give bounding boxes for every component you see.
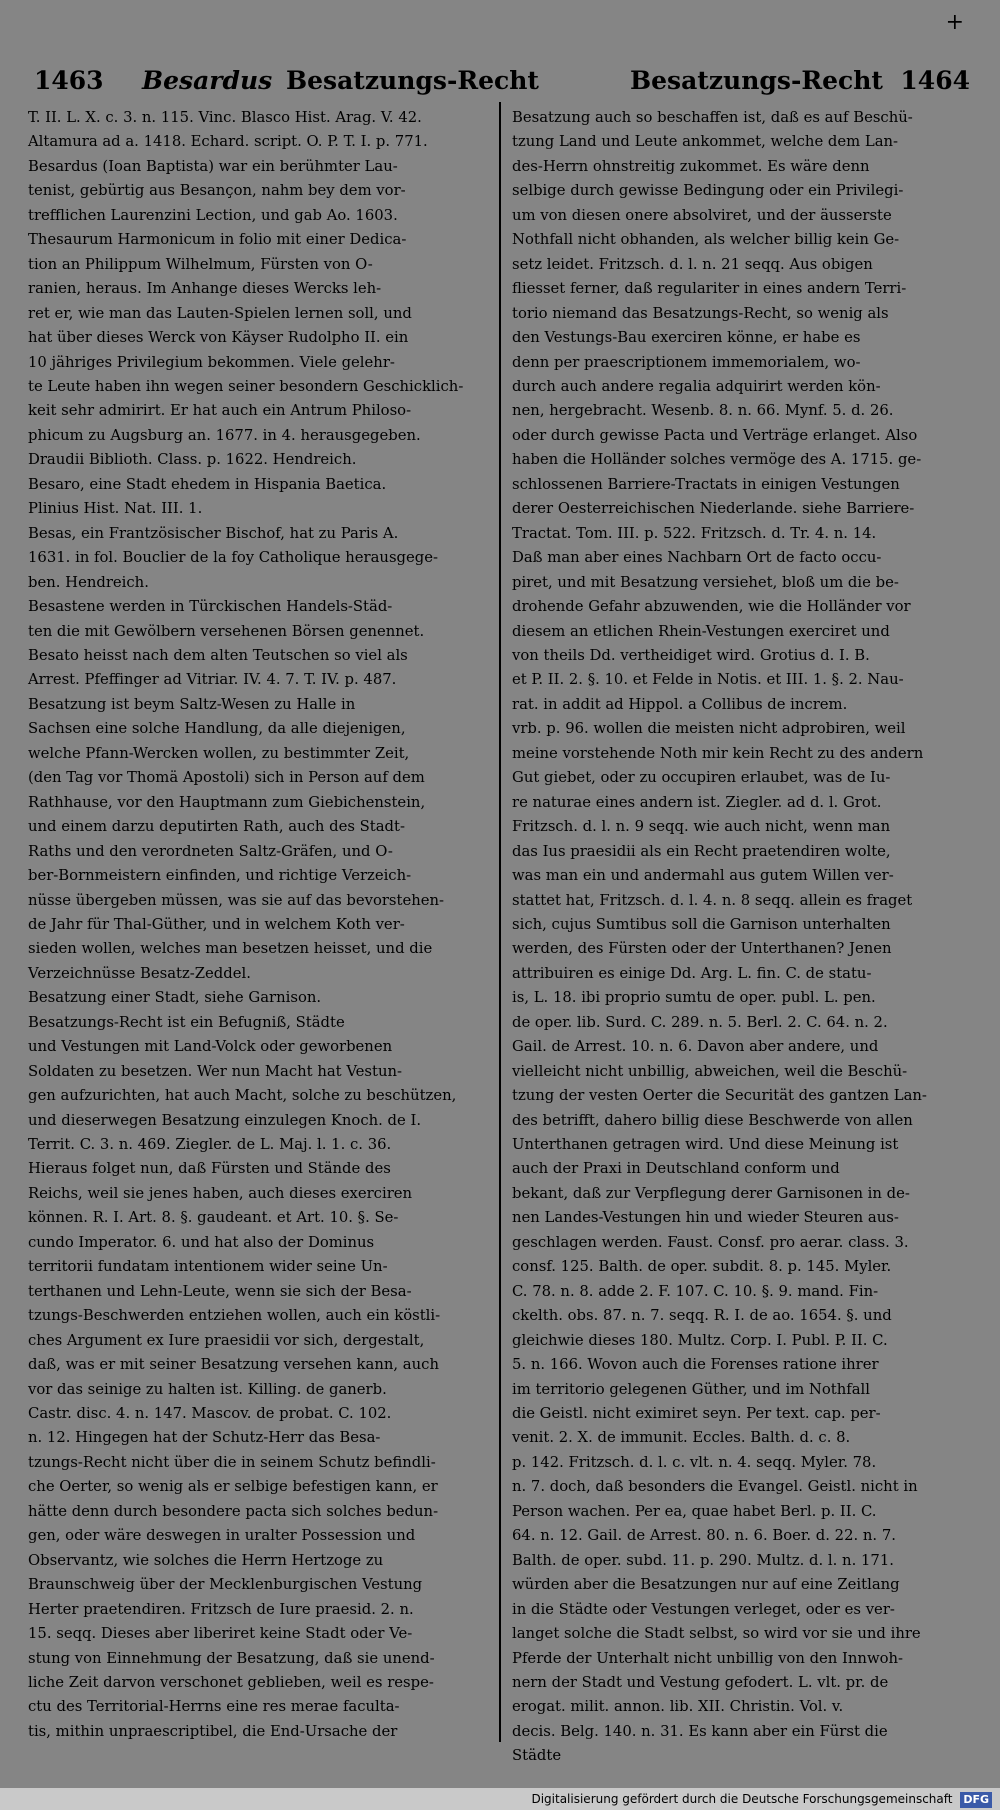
dfg-logo: DFG	[960, 1792, 992, 1808]
left-column-line: und dieserwegen Besatzung einzulegen Knoch. de I.	[28, 1111, 422, 1129]
left-column-line: hat über dieses Werck von Käyser Rudolpho II. ein	[28, 329, 409, 347]
right-column-line: tzung der vesten Oerter die Securität des gantzen Lan-	[512, 1087, 927, 1105]
left-column-line: und einem darzu deputirten Rath, auch des Stadt-	[28, 818, 405, 836]
left-column-line: territorii fundatam intentionem wider seine Un-	[28, 1258, 388, 1276]
right-column-line: selbige durch gewisse Bedingung oder ein Privilegi-	[512, 182, 904, 200]
left-column-line: te Leute haben ihn wegen seiner besondern Geschicklich-	[28, 377, 464, 395]
right-text-column	[512, 106, 972, 1765]
right-column-line: piret, und mit Besatzung versiehet, bloß um die be-	[512, 573, 899, 591]
column-divider	[499, 102, 501, 1742]
right-column-line: et P. II. 2. §. 10. et Felde in Notis. et III. 1. §. 2. Nau-	[512, 671, 904, 689]
right-column-line: um von diesen onere absolviret, und der äusserste	[512, 206, 892, 224]
right-column-line: torio niemand das Besatzungs-Recht, so wenig als	[512, 304, 889, 322]
right-column-line: vielleicht nicht unbillig, abweichen, weil die Beschü-	[512, 1062, 908, 1080]
right-column-line: derer Oesterreichischen Niederlande. siehe Barriere-	[512, 500, 915, 518]
right-column-line: p. 142. Fritzsch. d. l. c. vlt. n. 4. seqq. Myler. 78.	[512, 1453, 877, 1471]
right-column-line: consf. 125. Balth. de oper. subdit. 8. p. 145. Myler.	[512, 1258, 892, 1276]
left-column-line: de Jahr für Thal-Güther, und in welchem Koth ver-	[28, 915, 405, 933]
left-column-line: Besatzungs-Recht ist ein Befugniß, Städte	[28, 1013, 345, 1031]
right-column-line: meine vorstehende Noth mir kein Recht zu des andern	[512, 744, 924, 762]
left-column-line: Raths und den verordneten Saltz-Gräfen, und O-	[28, 842, 393, 860]
right-column-line: des-Herrn ohnstreitig zukommet. Es wäre denn	[512, 157, 870, 175]
left-column-line: ber-Bornmeistern einfinden, und richtige Verzeich-	[28, 867, 412, 885]
left-column-line: Territ. C. 3. n. 469. Ziegler. de L. Maj. l. 1. c. 36.	[28, 1136, 392, 1154]
right-column-line: erogat. milit. annon. lib. XII. Christin. Vol. v.	[512, 1698, 844, 1716]
right-page-number: 1464	[900, 66, 970, 95]
footer-credit: Digitalisierung gefördert durch die Deutsche Forschungsgemeinschaft	[531, 1792, 953, 1806]
right-column-line: 64. n. 12. Gail. de Arrest. 80. n. 6. Boer. d. 22. n. 7.	[512, 1527, 896, 1545]
left-column-line: Besardus (Ioan Baptista) war ein berühmter Lau-	[28, 157, 398, 175]
left-column-line: Arrest. Pfeffinger ad Vitriar. IV. 4. 7. T. IV. p. 487.	[28, 671, 397, 689]
left-column-line: Soldaten zu besetzen. Wer nun Macht hat Vestun-	[28, 1062, 403, 1080]
right-column-line: Besatzung auch so beschaffen ist, daß es auf Beschü-	[512, 109, 913, 126]
right-column-line: gleichwie dieses 180. Multz. Corp. I. Publ. P. II. C.	[512, 1331, 888, 1349]
left-page-number: 1463	[34, 66, 104, 95]
right-column-line: setz leidet. Fritzsch. d. l. n. 21 seqq. Aus obigen	[512, 255, 873, 273]
left-column-line: ten die mit Gewölbern versehenen Börsen genennet.	[28, 622, 425, 640]
right-column-line: n. 7. doch, daß besonders die Evangel. Geistl. nicht in	[512, 1478, 918, 1496]
left-column-line: che Oerter, so wenig als er selbige befestigen kann, er	[28, 1478, 438, 1496]
right-column-line: sich, cujus Sumtibus soll die Garnison unterhalten	[512, 915, 891, 933]
right-column-line: Tractat. Tom. III. p. 522. Fritzsch. d. Tr. 4. n. 14.	[512, 524, 877, 542]
left-column-line: Hieraus folget nun, daß Fürsten und Stände des	[28, 1160, 391, 1178]
left-column-line: stung von Einnehmung der Besatzung, daß sie unend-	[28, 1649, 435, 1667]
left-column-line: vor das seinige zu halten ist. Killing. de ganerb.	[28, 1380, 387, 1398]
left-column-line: und Vestungen mit Land-Volck oder geworbenen	[28, 1038, 393, 1056]
left-column-line: Verzeichnüsse Besatz-Zeddel.	[28, 964, 251, 982]
left-headword: Besardus	[142, 66, 273, 95]
right-column-line: ckelth. obs. 87. n. 7. seqq. R. I. de ao. 1654. §. und	[512, 1307, 892, 1325]
right-column-line: decis. Belg. 140. n. 31. Es kann aber ein Fürst die	[512, 1722, 888, 1740]
right-column-line: nen Landes-Vestungen hin und wieder Steuren aus-	[512, 1209, 899, 1227]
right-column-line: den Vestungs-Bau exerciren könne, er habe es	[512, 329, 861, 347]
left-column-line: Rathhause, vor den Hauptmann zum Giebichenstein,	[28, 793, 426, 811]
left-column-line: keit sehr admirirt. Er hat auch ein Antrum Philoso-	[28, 402, 412, 420]
right-column-line: fliesset ferner, daß regulariter in eines andern Terri-	[512, 280, 907, 298]
right-column-line: die Geistl. nicht eximiret seyn. Per text. cap. per-	[512, 1405, 881, 1423]
right-column-line: Gut giebet, oder zu occupiren erlaubet, was de Iu-	[512, 769, 891, 787]
right-column-line: tzung Land und Leute ankommet, welche dem Lan-	[512, 133, 899, 151]
right-column-line: oder durch gewisse Pacta und Verträge erlanget. Also	[512, 426, 918, 444]
right-column-line: venit. 2. X. de immunit. Eccles. Balth. d. c. 8.	[512, 1429, 851, 1447]
right-column-line: durch auch andere regalia adquirirt werden kön-	[512, 377, 881, 395]
running-header	[34, 66, 970, 100]
right-column-line: langet solche die Stadt selbst, so wird vor sie und ihre	[512, 1625, 921, 1643]
right-column-line: Fritzsch. d. l. n. 9 seqq. wie auch nicht, wenn man	[512, 818, 891, 836]
left-text-column	[28, 106, 486, 1740]
left-column-line: ret er, wie man das Lauten-Spielen lernen soll, und	[28, 304, 412, 322]
right-column-line: nen, hergebracht. Wesenb. 8. n. 66. Mynf. 5. d. 26.	[512, 402, 894, 420]
left-column-line: 1631. in fol. Bouclier de la foy Catholique herausgege-	[28, 549, 439, 567]
left-column-line: tis, mithin unpraescriptibel, die End-Ursache der	[28, 1722, 398, 1740]
left-column-line: sieden wollen, welches man besetzen heisset, und die	[28, 940, 433, 958]
left-column-line: ches Argument ex Iure praesidii vor sich, dergestalt,	[28, 1331, 425, 1349]
right-column-line: de oper. lib. Surd. C. 289. n. 5. Berl. 2. C. 64. n. 2.	[512, 1013, 888, 1031]
right-column-line: haben die Holländer solches vermöge des A. 1715. ge-	[512, 451, 922, 469]
right-column-line: Pferde der Unterhalt nicht unbillig von den Innwoh-	[512, 1649, 904, 1667]
right-column-line: Nothfall nicht obhanden, als welcher billig kein Ge-	[512, 231, 900, 249]
right-column-line: Unterthanen getragen wird. Und diese Meinung ist	[512, 1136, 899, 1154]
left-column-line: ben. Hendreich.	[28, 573, 149, 591]
left-column-line: Altamura ad a. 1418. Echard. script. O. P. T. I. p. 771.	[28, 133, 428, 151]
right-column-line: is, L. 18. ibi proprio sumtu de oper. publ. L. pen.	[512, 989, 876, 1007]
left-column-line: liche Zeit darvon verschonet geblieben, weil es respe-	[28, 1674, 434, 1691]
right-column-line: attribuiren es einige Dd. Arg. L. fin. C. de statu-	[512, 964, 872, 982]
digitization-footer	[0, 1788, 1000, 1810]
right-column-line: rat. in addit ad Hippol. a Collibus de increm.	[512, 695, 848, 713]
right-column-line: des betrifft, dahero billig diese Beschwerde von allen	[512, 1111, 913, 1129]
right-column-line: Gail. de Arrest. 10. n. 6. Davon aber andere, und	[512, 1038, 879, 1056]
right-column-line: stattet hat, Fritzsch. d. l. 4. n. 8 seqq. allein es fraget	[512, 891, 913, 909]
left-column-line: tenist, gebürtig aus Besançon, nahm bey dem vor-	[28, 182, 406, 200]
right-column-line: von theils Dd. vertheidiget wird. Grotius d. I. B.	[512, 646, 870, 664]
left-column-line: gen aufzurichten, hat auch Macht, solche zu beschützen,	[28, 1087, 457, 1105]
left-column-line: Besaro, eine Stadt ehedem in Hispania Baetica.	[28, 475, 387, 493]
left-column-line: ctu des Territorial-Herrns eine res merae faculta-	[28, 1698, 400, 1716]
right-column-line: Person wachen. Per ea, quae habet Berl. p. II. C.	[512, 1502, 877, 1520]
right-column-line: auch der Praxi in Deutschland conform und	[512, 1160, 840, 1178]
left-column-line: Reichs, weil sie jenes haben, auch dieses exerciren	[28, 1184, 413, 1202]
right-column-line: das Ius praesidii als ein Recht praetendiren wolte,	[512, 842, 891, 860]
left-column-line: können. R. I. Art. 8. §. gaudeant. et Art. 10. §. Se-	[28, 1209, 399, 1227]
right-running-title: Besatzungs-Recht	[630, 66, 883, 95]
left-column-line: phicum zu Augsburg an. 1677. in 4. herausgegeben.	[28, 426, 421, 444]
left-column-line: ranien, heraus. Im Anhange dieses Wercks leh-	[28, 280, 382, 298]
left-column-line: Castr. disc. 4. n. 147. Mascov. de probat. C. 102.	[28, 1405, 392, 1423]
left-column-line: Besatzung ist beym Saltz-Wesen zu Halle in	[28, 695, 356, 713]
left-column-line: 15. seqq. Dieses aber liberiret keine Stadt oder Ve-	[28, 1625, 413, 1643]
right-column-line: geschlagen werden. Faust. Consf. pro aerar. class. 3.	[512, 1233, 909, 1251]
left-column-line: gen, oder wäre deswegen in uralter Possession und	[28, 1527, 416, 1545]
right-column-line: drohende Gefahr abzuwenden, wie die Holländer vor	[512, 598, 911, 616]
right-column-line: Balth. de oper. subd. 11. p. 290. Multz. d. l. n. 171.	[512, 1551, 894, 1569]
left-column-line: daß, was er mit seiner Besatzung versehen kann, auch	[28, 1356, 439, 1374]
right-column-line: in die Städte oder Vestungen verleget, oder es ver-	[512, 1600, 895, 1618]
right-column-line: werden, des Fürsten oder der Unterthanen? Jenen	[512, 940, 892, 958]
left-column-line: welche Pfann-Wercken wollen, zu bestimmter Zeit,	[28, 744, 410, 762]
right-column-line: nern der Stadt und Vestung gefodert. L. vlt. pr. de	[512, 1674, 889, 1691]
left-column-line: n. 12. Hingegen hat der Schutz-Herr das Besa-	[28, 1429, 381, 1447]
right-column-line: im territorio gelegenen Güther, und im Nothfall	[512, 1380, 871, 1398]
left-column-line: cundo Imperator. 6. und hat also der Dominus	[28, 1233, 375, 1251]
left-column-line: 10 jähriges Privilegium bekommen. Viele gelehr-	[28, 353, 395, 371]
left-column-line: Observantz, wie solches die Herrn Hertzoge zu	[28, 1551, 384, 1569]
left-column-line: Plinius Hist. Nat. III. 1.	[28, 500, 203, 518]
left-column-line: tzungs-Beschwerden entziehen wollen, auch ein köstli-	[28, 1307, 441, 1325]
left-column-line: Besastene werden in Türckischen Handels-Städ-	[28, 598, 393, 616]
left-column-line: Draudii Biblioth. Class. p. 1622. Hendreich.	[28, 451, 357, 469]
left-column-line: Besato heisst nach dem alten Teutschen so viel als	[28, 646, 408, 664]
right-column-line: schlossenen Barriere-Tractats in einigen Vestungen	[512, 475, 900, 493]
right-column-line: denn per praescriptionem immemorialem, wo-	[512, 353, 861, 371]
left-column-line: (den Tag vor Thomä Apostoli) sich in Person auf dem	[28, 769, 425, 787]
left-column-line: terthanen und Lehn-Leute, wenn sie sich der Besa-	[28, 1282, 412, 1300]
left-column-line: Thesaurum Harmonicum in folio mit einer Dedica-	[28, 231, 407, 249]
right-column-line: Städte	[512, 1747, 562, 1765]
left-column-line: nüsse übergeben müssen, was sie auf das bevorstehen-	[28, 891, 445, 909]
left-column-line: Braunschweig über der Mecklenburgischen Vestung	[28, 1576, 423, 1594]
left-column-line: hätte denn durch besondere pacta sich solches bedun-	[28, 1502, 439, 1520]
left-column-line: Herter praetendiren. Fritzsch de Iure praesid. 2. n.	[28, 1600, 414, 1618]
right-column-line: bekant, daß zur Verpflegung derer Garnisonen in de-	[512, 1184, 910, 1202]
left-column-line: Besatzung einer Stadt, siehe Garnison.	[28, 989, 322, 1007]
right-column-line: re naturae eines andern ist. Ziegler. ad d. l. Grot.	[512, 793, 882, 811]
right-column-line: vrb. p. 96. wollen die meisten nicht adprobiren, weil	[512, 720, 906, 738]
left-column-line: Sachsen eine solche Handlung, da alle diejenigen,	[28, 720, 406, 738]
right-column-line: 5. n. 166. Wovon auch die Forenses ratione ihrer	[512, 1356, 879, 1374]
left-column-line: Besas, ein Frantzösischer Bischof, hat zu Paris A.	[28, 524, 399, 542]
left-column-line: trefflichen Laurenzini Lection, und gab Ao. 1603.	[28, 206, 398, 224]
right-column-line: Daß man aber eines Nachbarn Ort de facto occu-	[512, 549, 882, 567]
right-column-line: diesem an etlichen Rhein-Vestungen exerciret und	[512, 622, 890, 640]
left-column-line: tzungs-Recht nicht über die in seinem Schutz befindli-	[28, 1453, 436, 1471]
corner-mark: +	[945, 10, 964, 35]
left-running-title: Besatzungs-Recht	[286, 66, 539, 95]
right-column-line: was man ein und andermahl aus gutem Willen ver-	[512, 867, 894, 885]
left-column-line: T. II. L. X. c. 3. n. 115. Vinc. Blasco Hist. Arag. V. 42.	[28, 109, 422, 126]
right-column-line: C. 78. n. 8. adde 2. F. 107. C. 10. §. 9. mand. Fin-	[512, 1282, 879, 1300]
left-column-line: tion an Philippum Wilhelmum, Fürsten von O-	[28, 255, 373, 273]
right-column-line: würden aber die Besatzungen nur auf eine Zeitlang	[512, 1576, 900, 1594]
